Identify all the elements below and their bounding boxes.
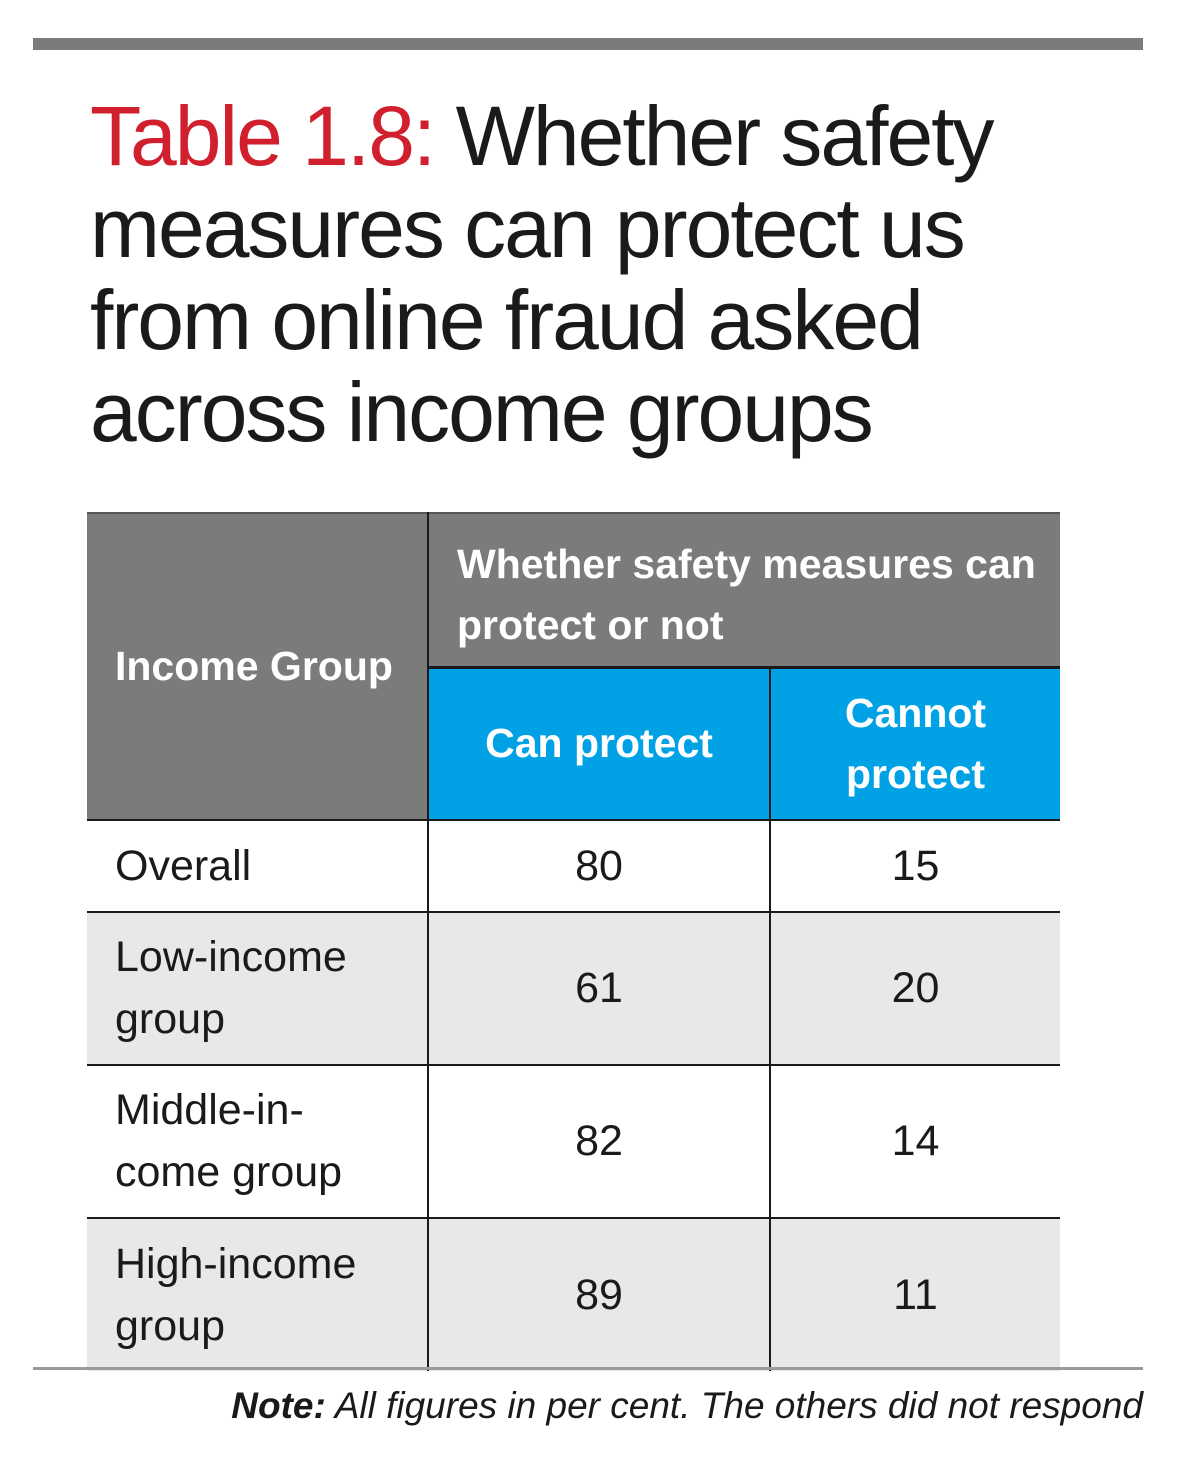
- table-title: [90, 90, 1090, 458]
- can-protect-header: Can protect: [428, 668, 770, 820]
- top-rule: [33, 38, 1143, 50]
- row-label: High-income group: [87, 1218, 428, 1371]
- table-row: [87, 820, 1060, 912]
- cannot-protect-value: 11: [770, 1218, 1060, 1371]
- table-row: [87, 1218, 1060, 1371]
- table-title-text: Whether safety measures can protect us from online fraud asked across income groups: [90, 89, 993, 459]
- row-label: Overall: [87, 820, 428, 912]
- cannot-protect-value: 14: [770, 1065, 1060, 1218]
- note-text: All figures in per cent. The others did not respond: [325, 1385, 1143, 1426]
- table-number: Table 1.8:: [90, 89, 435, 183]
- cannot-protect-header: Cannot protect: [770, 668, 1060, 820]
- cannot-protect-value: 15: [770, 820, 1060, 912]
- cannot-protect-value: 20: [770, 912, 1060, 1065]
- table-row: [87, 1065, 1060, 1218]
- data-table: [87, 512, 1060, 1371]
- row-label: Low-income group: [87, 912, 428, 1065]
- table-row: [87, 912, 1060, 1065]
- can-protect-value: 61: [428, 912, 770, 1065]
- can-protect-value: 82: [428, 1065, 770, 1218]
- footnote: [231, 1380, 1143, 1432]
- income-group-header: Income Group: [87, 513, 428, 820]
- safety-measures-header: Whether safety measures can protect or not: [428, 513, 1060, 668]
- row-label: Middle-in-come group: [87, 1065, 428, 1218]
- can-protect-value: 89: [428, 1218, 770, 1371]
- note-label: Note:: [231, 1385, 326, 1426]
- bottom-rule: [33, 1367, 1143, 1370]
- can-protect-value: 80: [428, 820, 770, 912]
